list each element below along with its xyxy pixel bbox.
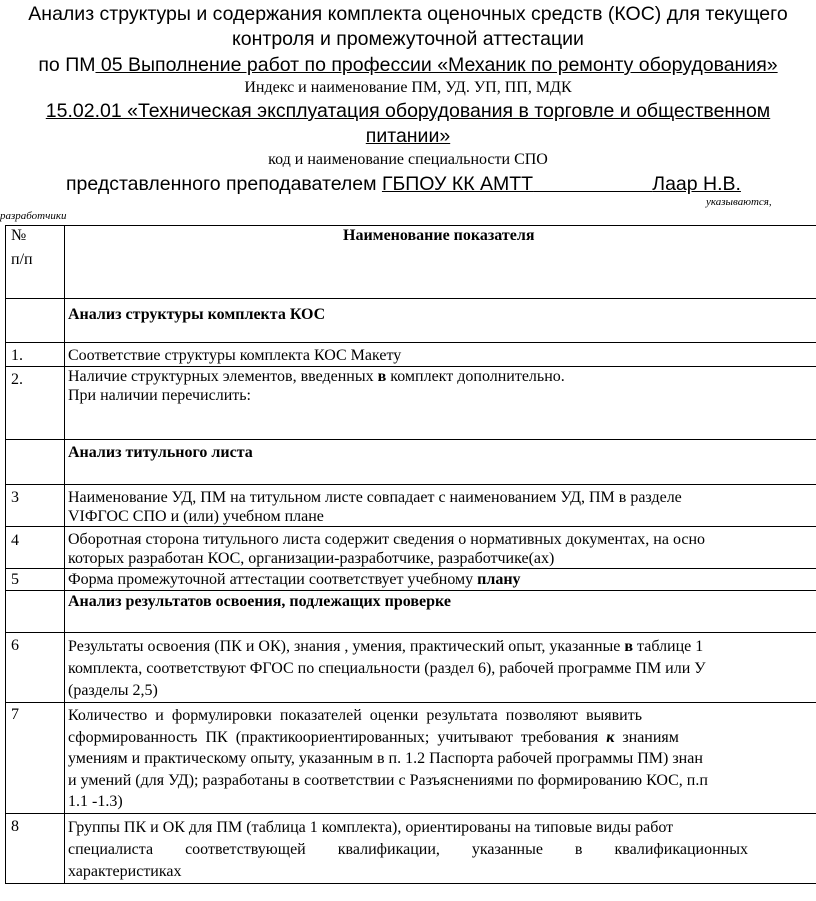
section-row — [6, 440, 816, 485]
section-title: Анализ структуры комплекта КОС — [68, 306, 326, 323]
specialty-caption: код и наименование специальности СПО — [268, 151, 548, 168]
col-name-header: Наименование показателя — [65, 226, 816, 299]
table-row — [6, 569, 816, 591]
col-number-symbol: № — [11, 227, 27, 244]
note-developers: разработчики — [0, 210, 67, 222]
section-title: Анализ результатов освоения, подлежащих проверке — [68, 593, 451, 610]
section-row — [6, 591, 816, 633]
row-number: 4 — [6, 527, 65, 569]
table-row — [6, 703, 816, 814]
table-row — [6, 813, 816, 883]
col-number-header — [6, 226, 65, 299]
presented-by-line — [66, 172, 741, 196]
row-number: 3 — [6, 485, 65, 527]
author-name: Лаар Н.В. — [652, 173, 741, 195]
doc-title-line2: контроля и промежуточной аттестации — [232, 28, 584, 50]
row-number: 1. — [6, 343, 65, 367]
row-number: 8 — [6, 813, 65, 883]
table-header-row — [6, 226, 816, 299]
specialty-line1: 15.02.01 «Техническая эксплуатация оборудования в торговле и общественном — [45, 100, 771, 122]
row-text: Результаты освоения (ПК и ОК), знания , умения, практический опыт, указанные в таблице 1 комплекта, соответствуют ФГОС по специальности (раздел 6), рабочей программе ПМ или У (разделы 2,5) — [65, 633, 816, 703]
table-row — [6, 527, 816, 569]
row-text: Группы ПК и ОК для ПМ (таблица 1 комплекта), ориентированы на типовые виды работ специалиста соответствующей квалификации, указанные в квалификационных характеристиках — [65, 813, 816, 883]
table-row — [6, 633, 816, 703]
note-specify: указываются, — [706, 196, 772, 208]
table-row — [6, 343, 816, 367]
table-row — [6, 367, 816, 440]
pm-line — [0, 53, 816, 77]
row-text: Количество и формулировки показателей оценки результата позволяют выявить сформированность ПК (практикоориентированных; учитывают требования к знаниям умениям и практическому опыту, указанным в п. 1.2 Паспорта рабочей программы ПМ) знан и умений (для УД); разработаны в соответствии с Разъяснениями по формированию КОС, п.п 1.1 -1.3) — [65, 703, 816, 814]
row-text: Наименование УД, ПМ на титульном листе совпадает с наименованием УД, ПМ в разделе VIФГОС СПО и (или) учебном плане — [65, 485, 816, 527]
row-number: 7 — [6, 703, 65, 814]
pm-prefix: по ПМ — [38, 54, 96, 76]
row-number: 2. — [6, 367, 65, 440]
row-text: Оборотная сторона титульного листа содержит сведения о нормативных документах, на осно которых разработан КОС, организации-разработчике, разработчике(ах) — [65, 527, 816, 569]
row-number: 5 — [6, 569, 65, 591]
section-title: Анализ титульного листа — [68, 444, 253, 461]
indicators-table — [5, 225, 816, 884]
pm-name: 05 Выполнение работ по профессии «Механик по ремонту оборудования» — [95, 54, 778, 76]
row-text: Форма промежуточной аттестации соответствует учебному плану — [65, 569, 816, 591]
presented-prefix: представленного преподавателем — [66, 173, 382, 195]
table-row — [6, 485, 816, 527]
specialty-line2: питании» — [365, 125, 451, 147]
section-row — [6, 299, 816, 343]
index-caption: Индекс и наименование ПМ, УД. УП, ПП, МДК — [244, 79, 572, 96]
row-text: Наличие структурных элементов, введенных в комплект дополнительно. При наличии перечислить: — [65, 367, 816, 440]
row-number: 6 — [6, 633, 65, 703]
col-number-abbr: п/п — [11, 251, 33, 268]
row-text: Соответствие структуры комплекта КОС Макету — [65, 343, 816, 367]
doc-title-line1: Анализ структуры и содержания комплекта оценочных средств (КОС) для текущего — [28, 3, 788, 25]
organization: ГБПОУ КК АМТТ — [381, 173, 534, 195]
